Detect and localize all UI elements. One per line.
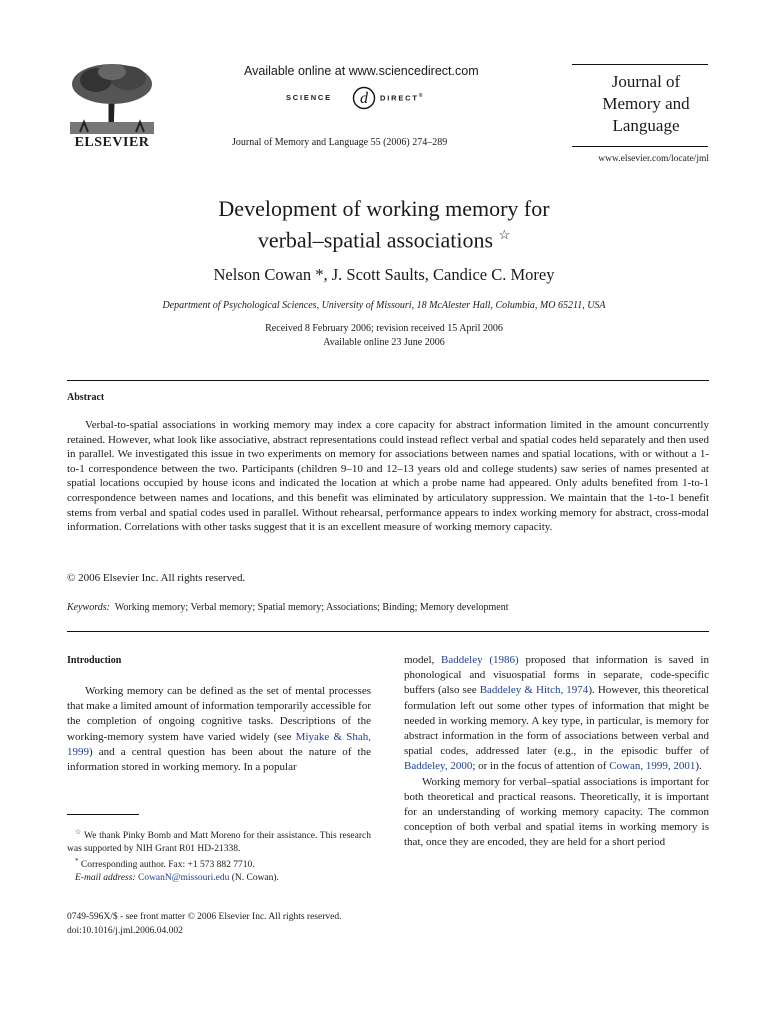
sd-at-icon (352, 86, 376, 110)
abstract-text: Verbal-to-spatial associations in working memory may index a core capacity for abstract information limited in the amount concurrently retained. However, what look like associative, abstract representations could instead reflect verbal and spatial codes held separately and then used in parallel. We investigated this issue in two experiments on memory for associations between names and spatial locations, with or without a 1-to-1 correspondence between the two. Participants (children 9–10 and 12–13 years old and college students) saw series of names presented at spatial locations occupied by house icons and indicated the location at which a probe name had appeared. Only adults benefited from 1-to-1 correspondence between names and locations, and this benefit was eliminated by articulatory suppression. We maintain that the 1-to-1 benefit stems from verbal and spatial codes used in parallel. Without rehearsal, performance appears to index working memory for abstract, cross-modal information. Correlations with other tasks suggest that it is an excellent measure of working memory capacity. (67, 419, 709, 534)
section-heading-introduction: Introduction (67, 655, 122, 666)
title-star-icon: ☆ (498, 227, 511, 242)
divider (67, 380, 709, 381)
footnote-divider (67, 814, 139, 815)
affiliation: Department of Psychological Sciences, University of Missouri, 18 McAlester Hall, Columbia, MO 65211, USA (162, 300, 606, 311)
ref-link[interactable]: Baddeley (1986) (441, 654, 519, 666)
sd-left-text: SCIENCE (286, 93, 332, 102)
journal-title: Journal of Memory and Language (602, 72, 690, 135)
sciencedirect-logo[interactable] (286, 86, 438, 110)
footnotes: ☆ We thank Pinky Bomb and Matt Moreno for their assistance. This research was supported by NIH Grant R01 HD-21338. * Corresponding author. Fax: +1 573 882 7710. E-mail address: CowanN@missouri.edu (N. Cowan). (67, 828, 371, 883)
ref-link[interactable]: Baddeley, 2000 (404, 760, 473, 773)
article-dates: Received 8 February 2006; revision received 15 April 2006 Available online 23 June 2006 (265, 323, 503, 348)
journal-url[interactable]: www.elsevier.com/locate/jml (598, 154, 709, 164)
authors: Nelson Cowan *, J. Scott Saults, Candice C. Morey (213, 265, 555, 284)
journal-citation: Journal of Memory and Language 55 (2006) 274–289 (232, 137, 448, 148)
divider (67, 631, 709, 632)
svg-text:d: d (360, 90, 368, 107)
sd-right-text: DIRECT® (380, 93, 425, 103)
ref-link[interactable]: Cowan, 1999, 2001 (609, 760, 696, 773)
ref-link[interactable]: Baddeley & Hitch, 1974 (479, 684, 589, 697)
article-title: Development of working memory for verbal–spatial associations ☆ (218, 196, 550, 253)
publisher-name: ELSEVIER (74, 135, 150, 150)
available-online-text: Available online at www.sciencedirect.com (244, 64, 479, 78)
elsevier-tree-logo (66, 62, 158, 136)
keywords: Keywords: Working memory; Verbal memory; Spatial memory; Associations; Binding; Memory development (67, 602, 509, 613)
email-link[interactable]: CowanN@missouri.edu (137, 872, 230, 883)
intro-continued: model, Baddeley (1986) proposed that information is saved in phonological and visuospatial forms in separate, code-specific buffers (also see Baddeley & Hitch, 1974). However, this theoretical formulation left out some other types of information that might be needed in working memory. A key type, in particular, is memory for abstract information in the form of associations between verbal and spatial codes, addressed later (e.g., in the episodic buffer of Baddeley, 2000; or in the focus of attention of Cowan, 1999, 2001). Working memory for verbal–spatial associations is important for both theoretical and practical reasons. Theoretically, it is important for an understanding of working memory capacity. The common conception of both verbal and spatial items in working memory is that, once they are encoded, they are held for a short period (404, 654, 709, 849)
abstract-copyright: © 2006 Elsevier Inc. All rights reserved. (67, 572, 246, 584)
ref-link[interactable]: Miyake & Shah, 1999 (67, 730, 371, 758)
page-footer: 0749-596X/$ - see front matter © 2006 Elsevier Inc. All rights reserved. doi:10.1016/j.jml.2006.04.002 (67, 912, 342, 936)
abstract-heading: Abstract (67, 392, 105, 403)
intro-paragraph: Working memory can be defined as the set of mental processes that make a limited amount of information temporarily accessible for the completion of ongoing cognitive tasks. Descriptions of the working-memory system have varied widely (see Miyake & Shah, 1999) and a central question has been about the nature of the information stored in working memory. In a popular (67, 685, 371, 774)
